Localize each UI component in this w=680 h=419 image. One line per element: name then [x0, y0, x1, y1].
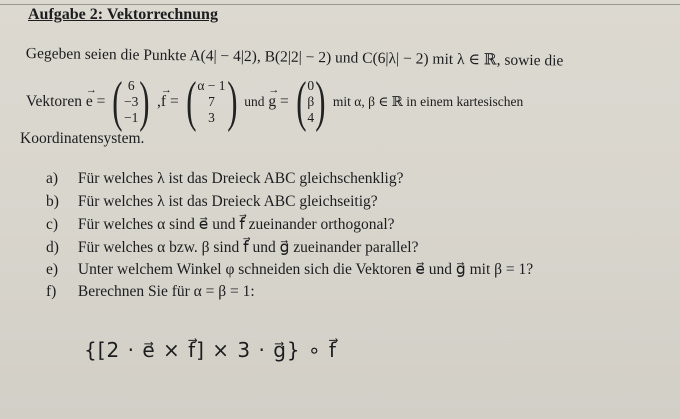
task-label: a): [46, 170, 59, 187]
vector-g-c2: β: [307, 94, 315, 109]
task-e: [46, 260, 533, 283]
task-text: Für welches λ ist das Dreieck ABC gleichschenklig?: [77, 170, 404, 187]
task-label: e): [46, 261, 59, 278]
task-label: b): [46, 192, 59, 210]
formula-expression: {[2 · e⃗ × f⃗] × 3 · g⃗} ∘ f⃗: [84, 338, 337, 362]
vector-f-c1: α − 1: [197, 78, 226, 93]
vectors-suffix: mit α, β ∈ ℝ in einem kartesischen: [332, 94, 524, 109]
top-rule: [0, 4, 680, 5]
vector-f-c2: 7: [208, 94, 215, 109]
vector-e-components: [124, 78, 138, 126]
vector-e-c3: −1: [124, 110, 139, 125]
task-list: [46, 170, 533, 305]
task-text: Unter welchem Winkel φ schneiden sich die Vektoren e⃗ und g⃗ mit β = 1?: [77, 261, 534, 278]
vector-f-name: → f: [161, 93, 166, 111]
task-a: [46, 170, 533, 193]
task-text: Berechnen Sie für α = β = 1:: [77, 282, 255, 300]
task-text: Für welches α sind e⃗ und f⃗ zueinander orthogonal?: [77, 216, 395, 233]
task-d: [46, 238, 533, 261]
task-label: c): [46, 216, 59, 233]
vectors-prefix: Vektoren: [26, 93, 82, 110]
task-f: [46, 283, 533, 306]
task-c: [46, 215, 533, 238]
vector-e-c2: −3: [124, 94, 139, 109]
vector-e: ( 6 −3 −1 ): [112, 71, 150, 133]
task-text: Für welches α bzw. β sind f⃗ und g⃗ zueinander parallel?: [77, 238, 419, 256]
vector-e-c1: 6: [127, 78, 135, 93]
task-b: [46, 193, 533, 216]
vector-g-c3: 4: [307, 110, 315, 125]
exercise-title: Aufgabe 2: Vektorrechnung: [28, 6, 218, 23]
vector-f-components: [197, 78, 225, 126]
vector-f: ( α − 1 7 3 ): [185, 71, 238, 133]
vector-g-c1: 0: [307, 78, 315, 93]
intro-line: Gegeben seien die Punkte A(4| − 4|2), B(2|2| − 2) und C(6|λ| − 2) mit λ ∈ ℝ, sowie die: [25, 44, 564, 70]
vector-e-name: → e: [86, 93, 93, 111]
koordinatensystem-line: Koordinatensystem.: [20, 130, 145, 147]
vector-g-components: [307, 78, 314, 126]
vector-g-name: → g: [268, 93, 276, 111]
task-text: Für welches λ ist das Dreieck ABC gleichseitig?: [77, 192, 378, 210]
und-word: und: [244, 94, 265, 109]
vector-definition-line: Vektoren → e = ( 6 −3 −1 ) , → f = ( α − 1 7 3 ) und → g = ( 0 β 4 ) mit α, β ∈ ℝ in einem kartesischen: [26, 74, 523, 130]
vector-g: ( 0 β 4 ): [295, 71, 326, 133]
task-label: d): [46, 238, 59, 256]
vector-f-c3: 3: [208, 110, 215, 125]
task-label: f): [46, 282, 57, 300]
